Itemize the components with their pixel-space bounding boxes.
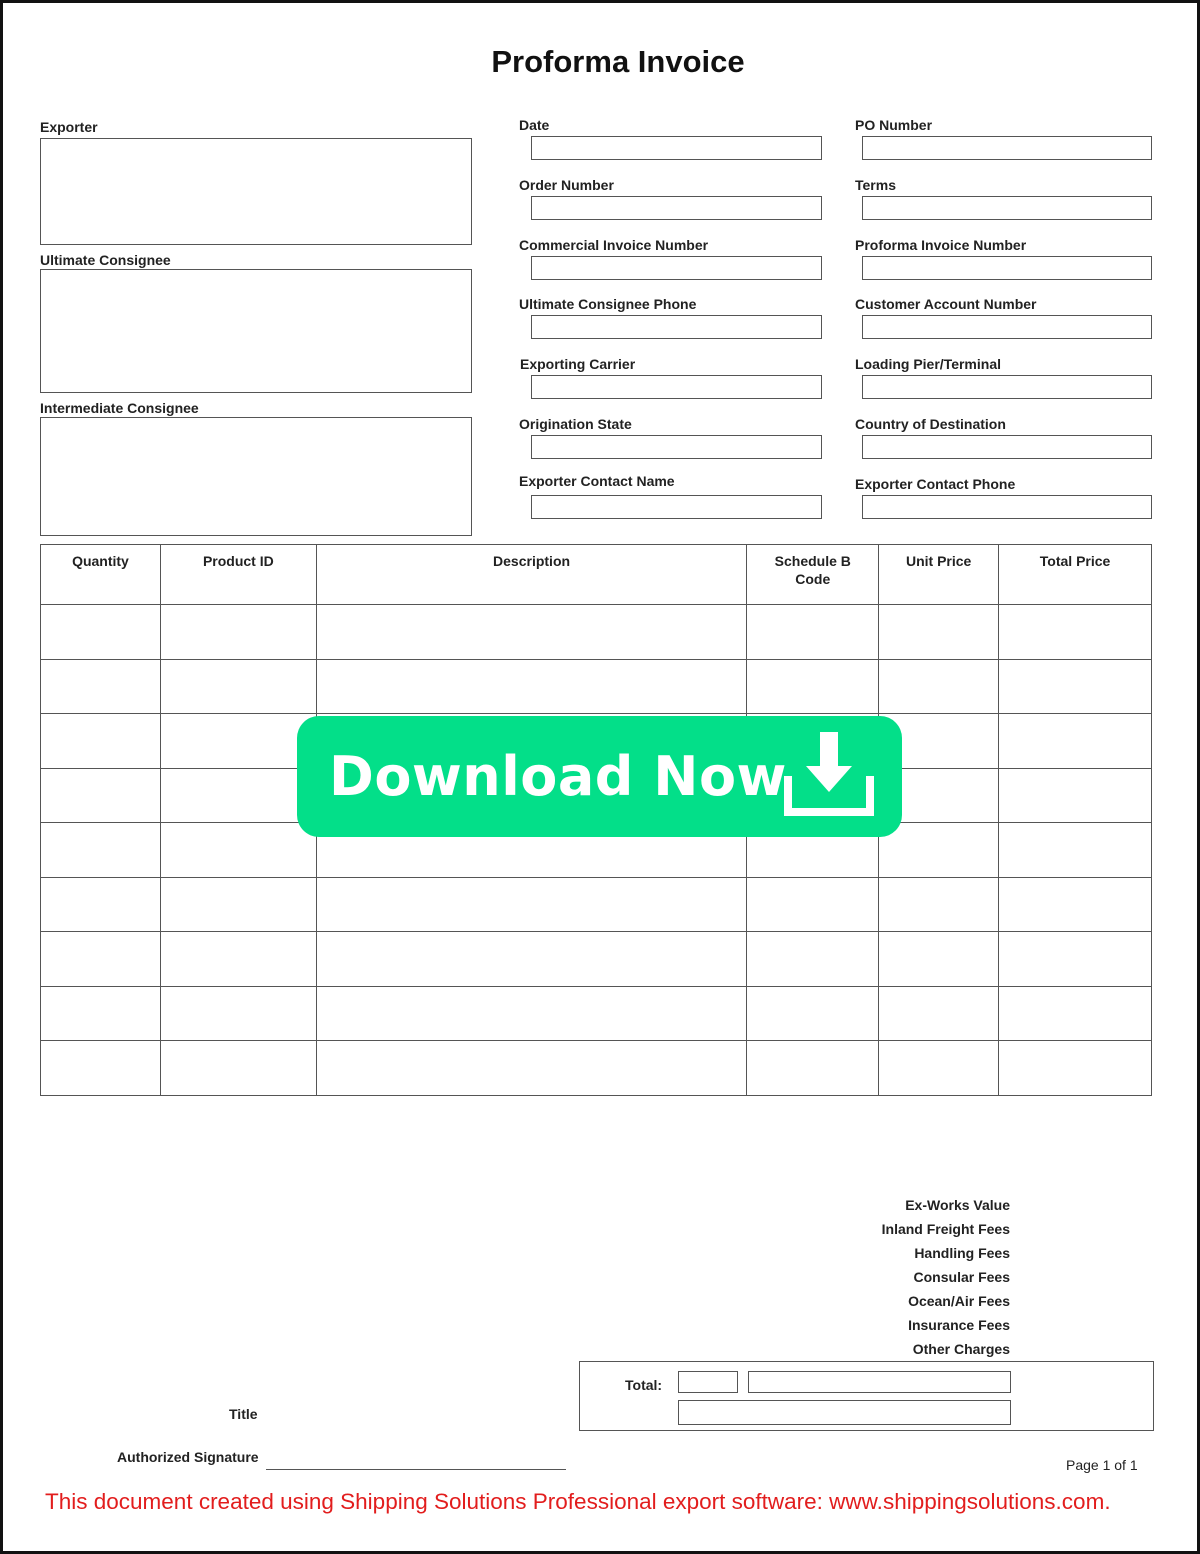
- po-number-field[interactable]: [862, 136, 1152, 160]
- table-cell[interactable]: [999, 659, 1152, 714]
- table-row: [41, 659, 1152, 714]
- total-amount-field[interactable]: [748, 1371, 1011, 1393]
- customer-account-number-label: Customer Account Number: [855, 296, 1037, 312]
- origination-state-field[interactable]: [531, 435, 822, 459]
- description-header: Description: [316, 545, 747, 605]
- table-cell[interactable]: [999, 768, 1152, 823]
- exporter-contact-name-label: Exporter Contact Name: [519, 473, 675, 489]
- table-cell[interactable]: [999, 986, 1152, 1041]
- proforma-invoice-number-field[interactable]: [862, 256, 1152, 280]
- table-cell[interactable]: [879, 823, 999, 878]
- download-now-label: Download Now: [329, 745, 787, 808]
- table-cell[interactable]: [879, 986, 999, 1041]
- insurance-fees-label: Insurance Fees: [908, 1317, 1010, 1333]
- order-number-label: Order Number: [519, 177, 614, 193]
- title-label: Title: [229, 1406, 258, 1422]
- table-cell[interactable]: [160, 932, 316, 987]
- table-cell[interactable]: [160, 877, 316, 932]
- table-cell[interactable]: [160, 768, 316, 823]
- table-cell[interactable]: [747, 932, 879, 987]
- table-cell[interactable]: [41, 877, 161, 932]
- table-cell[interactable]: [41, 659, 161, 714]
- total-currency-field[interactable]: [678, 1371, 738, 1393]
- table-cell[interactable]: [160, 714, 316, 769]
- ultimate-consignee-box[interactable]: [40, 269, 472, 393]
- table-cell[interactable]: [41, 605, 161, 660]
- table-cell[interactable]: [160, 986, 316, 1041]
- table-cell[interactable]: [747, 605, 879, 660]
- ultimate-consignee-label: Ultimate Consignee: [40, 252, 171, 268]
- total-price-header: Total Price: [999, 545, 1152, 605]
- ex-works-value-label: Ex-Works Value: [905, 1197, 1010, 1213]
- table-cell[interactable]: [316, 986, 747, 1041]
- table-cell[interactable]: [999, 932, 1152, 987]
- table-row: [41, 986, 1152, 1041]
- schedule-b-code-header: Schedule B Code: [747, 545, 879, 605]
- date-field[interactable]: [531, 136, 822, 160]
- page-number: Page 1 of 1: [1066, 1457, 1138, 1473]
- exporting-carrier-label: Exporting Carrier: [520, 356, 636, 372]
- terms-label: Terms: [855, 177, 896, 193]
- ocean-air-fees-label: Ocean/Air Fees: [908, 1293, 1010, 1309]
- table-cell[interactable]: [879, 1041, 999, 1096]
- proforma-invoice-number-label: Proforma Invoice Number: [855, 237, 1027, 253]
- table-cell[interactable]: [160, 659, 316, 714]
- table-cell[interactable]: [160, 605, 316, 660]
- table-cell[interactable]: [316, 1041, 747, 1096]
- commercial-invoice-number-field[interactable]: [531, 256, 822, 280]
- po-number-label: PO Number: [855, 117, 933, 133]
- loading-pier-terminal-field[interactable]: [862, 375, 1152, 399]
- unit-price-header: Unit Price: [879, 545, 999, 605]
- exporter-contact-phone-label: Exporter Contact Phone: [855, 476, 1016, 492]
- total-words-field[interactable]: [678, 1400, 1011, 1425]
- table-cell[interactable]: [41, 768, 161, 823]
- table-cell[interactable]: [747, 1041, 879, 1096]
- ultimate-consignee-phone-label: Ultimate Consignee Phone: [519, 296, 697, 312]
- table-cell[interactable]: [999, 605, 1152, 660]
- footer-note: This document created using Shipping Solutions Professional export software: www.shippingsolutions.com.: [45, 1489, 1111, 1514]
- table-cell[interactable]: [879, 932, 999, 987]
- table-cell[interactable]: [41, 1041, 161, 1096]
- commercial-invoice-number-label: Commercial Invoice Number: [519, 237, 709, 253]
- intermediate-consignee-box[interactable]: [40, 417, 472, 536]
- table-cell[interactable]: [747, 877, 879, 932]
- exporter-contact-phone-field[interactable]: [862, 495, 1152, 519]
- table-row: [41, 877, 1152, 932]
- table-cell[interactable]: [999, 823, 1152, 878]
- table-cell[interactable]: [160, 823, 316, 878]
- table-row: [41, 605, 1152, 660]
- authorized-signature-label: Authorized Signature: [117, 1449, 259, 1465]
- table-cell[interactable]: [879, 877, 999, 932]
- handling-fees-label: Handling Fees: [914, 1245, 1010, 1261]
- exporting-carrier-field[interactable]: [531, 375, 822, 399]
- table-row: [41, 932, 1152, 987]
- table-cell[interactable]: [316, 605, 747, 660]
- country-of-destination-field[interactable]: [862, 435, 1152, 459]
- ultimate-consignee-phone-field[interactable]: [531, 315, 822, 339]
- inland-freight-fees-label: Inland Freight Fees: [881, 1221, 1010, 1237]
- table-cell[interactable]: [316, 659, 747, 714]
- consular-fees-label: Consular Fees: [913, 1269, 1010, 1285]
- origination-state-label: Origination State: [519, 416, 632, 432]
- table-cell[interactable]: [41, 714, 161, 769]
- exporter-contact-name-field[interactable]: [531, 495, 822, 519]
- table-cell[interactable]: [999, 1041, 1152, 1096]
- exporter-box[interactable]: [40, 138, 472, 245]
- intermediate-consignee-label: Intermediate Consignee: [40, 400, 199, 416]
- table-cell[interactable]: [160, 1041, 316, 1096]
- table-header-row: [41, 545, 1152, 605]
- table-cell[interactable]: [747, 986, 879, 1041]
- product-id-header: Product ID: [160, 545, 316, 605]
- table-cell[interactable]: [879, 605, 999, 660]
- table-cell[interactable]: [316, 932, 747, 987]
- exporter-label: Exporter: [40, 119, 98, 135]
- table-row: [41, 1041, 1152, 1096]
- table-cell[interactable]: [879, 659, 999, 714]
- download-icon: [784, 732, 874, 818]
- loading-pier-terminal-label: Loading Pier/Terminal: [855, 356, 1001, 372]
- table-cell[interactable]: [316, 877, 747, 932]
- other-charges-label: Other Charges: [912, 1341, 1010, 1357]
- table-cell[interactable]: [747, 659, 879, 714]
- table-cell[interactable]: [41, 986, 161, 1041]
- table-cell[interactable]: [41, 823, 161, 878]
- date-label: Date: [519, 117, 550, 133]
- order-number-field[interactable]: [531, 196, 822, 220]
- customer-account-number-field[interactable]: [862, 315, 1152, 339]
- document-title: Proforma Invoice: [491, 44, 745, 79]
- terms-field[interactable]: [862, 196, 1152, 220]
- signature-line[interactable]: [266, 1469, 566, 1470]
- quantity-header: Quantity: [41, 545, 161, 605]
- table-cell[interactable]: [999, 877, 1152, 932]
- table-cell[interactable]: [41, 932, 161, 987]
- table-cell[interactable]: [999, 714, 1152, 769]
- country-of-destination-label: Country of Destination: [855, 416, 1006, 432]
- total-label: Total:: [625, 1377, 663, 1393]
